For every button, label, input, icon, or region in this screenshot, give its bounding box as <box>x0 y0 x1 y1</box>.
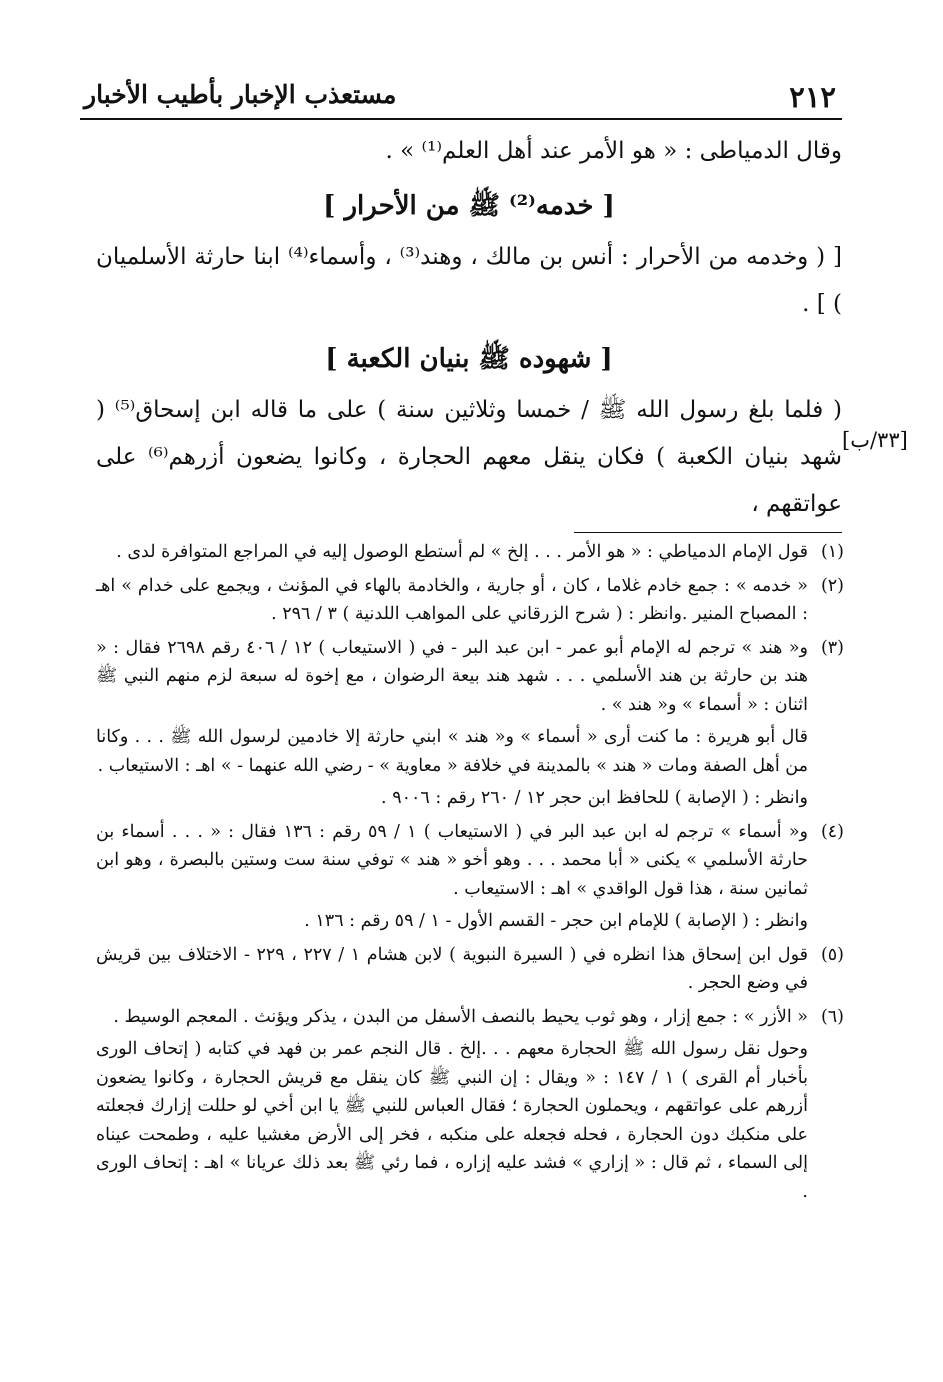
footnote-text: « خدمه » : جمع خادم غلاما ، كان ، أو جارية ، والخادمة بالهاء في المؤنث ، ويجمع على خدام » اهـ : المصباح المنير .وانظر : ( شرح الزرقاني على المواهب اللدنية ) ٣ / ٢٩٦ . <box>96 575 808 624</box>
footnote-body <box>96 818 808 936</box>
footnote <box>96 941 844 998</box>
page-number: ٢١٢ <box>789 80 836 114</box>
footnote-body <box>96 941 808 998</box>
page-header <box>80 74 842 120</box>
footnote-text: « الأزر » : جمع إزار ، وهو ثوب يحيط بالنصف الأسفل من البدن ، يذكر ويؤنث . المعجم الوسيط . <box>113 1006 808 1027</box>
footnote-number: (٢) <box>820 575 844 596</box>
footnote-body <box>96 1003 808 1207</box>
footnote-text: قول الإمام الدمياطي : « هو الأمر . . . إلخ » لم أستطع الوصول إليه في المراجع المتوافرة لدى . <box>116 542 808 562</box>
footnote-text: و« أسماء » ترجم له ابن عبد البر في ( الاستيعاب ) ١ / ٥٩ رقم : ١٣٦ فقال : « . . . أسماء بن حارثة الأسلمي » يكنى « أبا محمد . . . وهو أخو « هند » توفي سنة ست وستين بالبصرة ، وهو ابن ثمانين سنة ، هذا قول الواقدي » اهـ : الاستيعاب . <box>96 821 808 899</box>
footnotes <box>96 538 844 1211</box>
footnote-text: وحول نقل رسول الله ﷺ الحجارة معهم . . .إلخ . قال النجم عمر بن فهد في كتابه ( إتحاف الورى بأخبار أم القرى ) ١ / ١٤٧ : « ويقال : إن النبي ﷺ كان ينقل مع قريش الحجارة ، وكانوا يضعون أزرهم على عواتقهم ، ويحملون الحجارة ؛ فقال العباس للنبي ﷺ يا ابن أخي لو حللت إزارك فجعلته على منكبك دون الحجارة ، فحله فجعله على منكبه ، فخر إلى الأرض مغشيا عليه ، وطمحت عيناه إلى السماء ، ثم قال : « إزاري » فشد عليه إزاره ، فما رئي ﷺ بعد ذلك عريانا » اهـ : إتحاف الورى . <box>96 1039 808 1202</box>
footnote-number: (٦) <box>820 1006 844 1027</box>
margin-folio-note: [٣٣/ب] <box>842 428 908 452</box>
body-paragraph: [ ( وخدمه من الأحرار : أنس بن مالك ، وهند⁽³⁾ ، وأسماء⁽⁴⁾ ابنا حارثة الأسلميان ) ] . <box>96 244 842 317</box>
footnote-text: قول ابن إسحاق هذا انظره في ( السيرة النبوية ) لابن هشام ١ / ٢٢٧ ، ٢٢٩ - الاختلاف بين قريش في وضع الحجر . <box>96 944 808 993</box>
running-title: مستعذب الإخبار بأطيب الأخبار <box>84 80 397 109</box>
footnote-text: قال أبو هريرة : ما كنت أرى « أسماء » و« هند » ابني حارثة إلا خادمين لرسول الله ﷺ . . . وكانا من أهل الصفة ومات « هند » بالمدينة في خلافة « معاوية » - رضي الله عنهما - » اهـ : الاستيعاب . <box>96 727 808 776</box>
footnote <box>96 1003 844 1207</box>
footnote <box>96 818 844 936</box>
footnote <box>96 634 844 813</box>
section-heading: [ شهوده ﷺ بنيان الكعبة ] <box>325 344 613 374</box>
footnote <box>96 538 844 567</box>
section-heading: [ خدمه⁽²⁾ ﷺ من الأحرار ] <box>323 191 615 221</box>
body-paragraph: وقال الدمياطى : « هو الأمر عند أهل العلم⁽¹⁾ » . <box>385 138 842 164</box>
footnote-number: (٣) <box>820 637 844 658</box>
body-paragraph: ( فلما بلغ رسول الله ﷺ / خمسا وثلاثين سنة ) على ما قاله ابن إسحاق⁽⁵⁾ ( شهد بنيان الكعبة ) فكان ينقل معهم الحجارة ، وكانوا يضعون أزرهم⁽⁶⁾ على عواتقهم ، <box>96 397 842 517</box>
footnote <box>96 572 844 629</box>
footnote-body <box>96 572 808 629</box>
footnote-body <box>96 538 808 567</box>
footnote-number: (٤) <box>820 821 844 842</box>
main-text <box>96 128 842 528</box>
footnote-text: وانظر : ( الإصابة ) للإمام ابن حجر - القسم الأول - ١ / ٥٩ رقم : ١٣٦ . <box>304 911 808 931</box>
footnote-number: (١) <box>820 542 844 562</box>
footnote-separator <box>574 532 842 533</box>
footnote-text: و« هند » ترجم له الإمام أبو عمر - ابن عبد البر - في ( الاستيعاب ) ١٢ / ٤٠٦ رقم ٢٦٩٨ فقال : « هند بن حارثة بن هند الأسلمي . . . شهد هند بيعة الرضوان ، مع إخوة له سبعة لزم منهم النبي ﷺ اثنان : « أسماء » و« هند » . <box>96 637 809 715</box>
footnote-number: (٥) <box>820 944 844 965</box>
footnote-text: وانظر : ( الإصابة ) للحافظ ابن حجر ١٢ / ٢٦٠ رقم : ٩٠٠٦ . <box>381 788 808 808</box>
footnote-body <box>96 634 808 813</box>
